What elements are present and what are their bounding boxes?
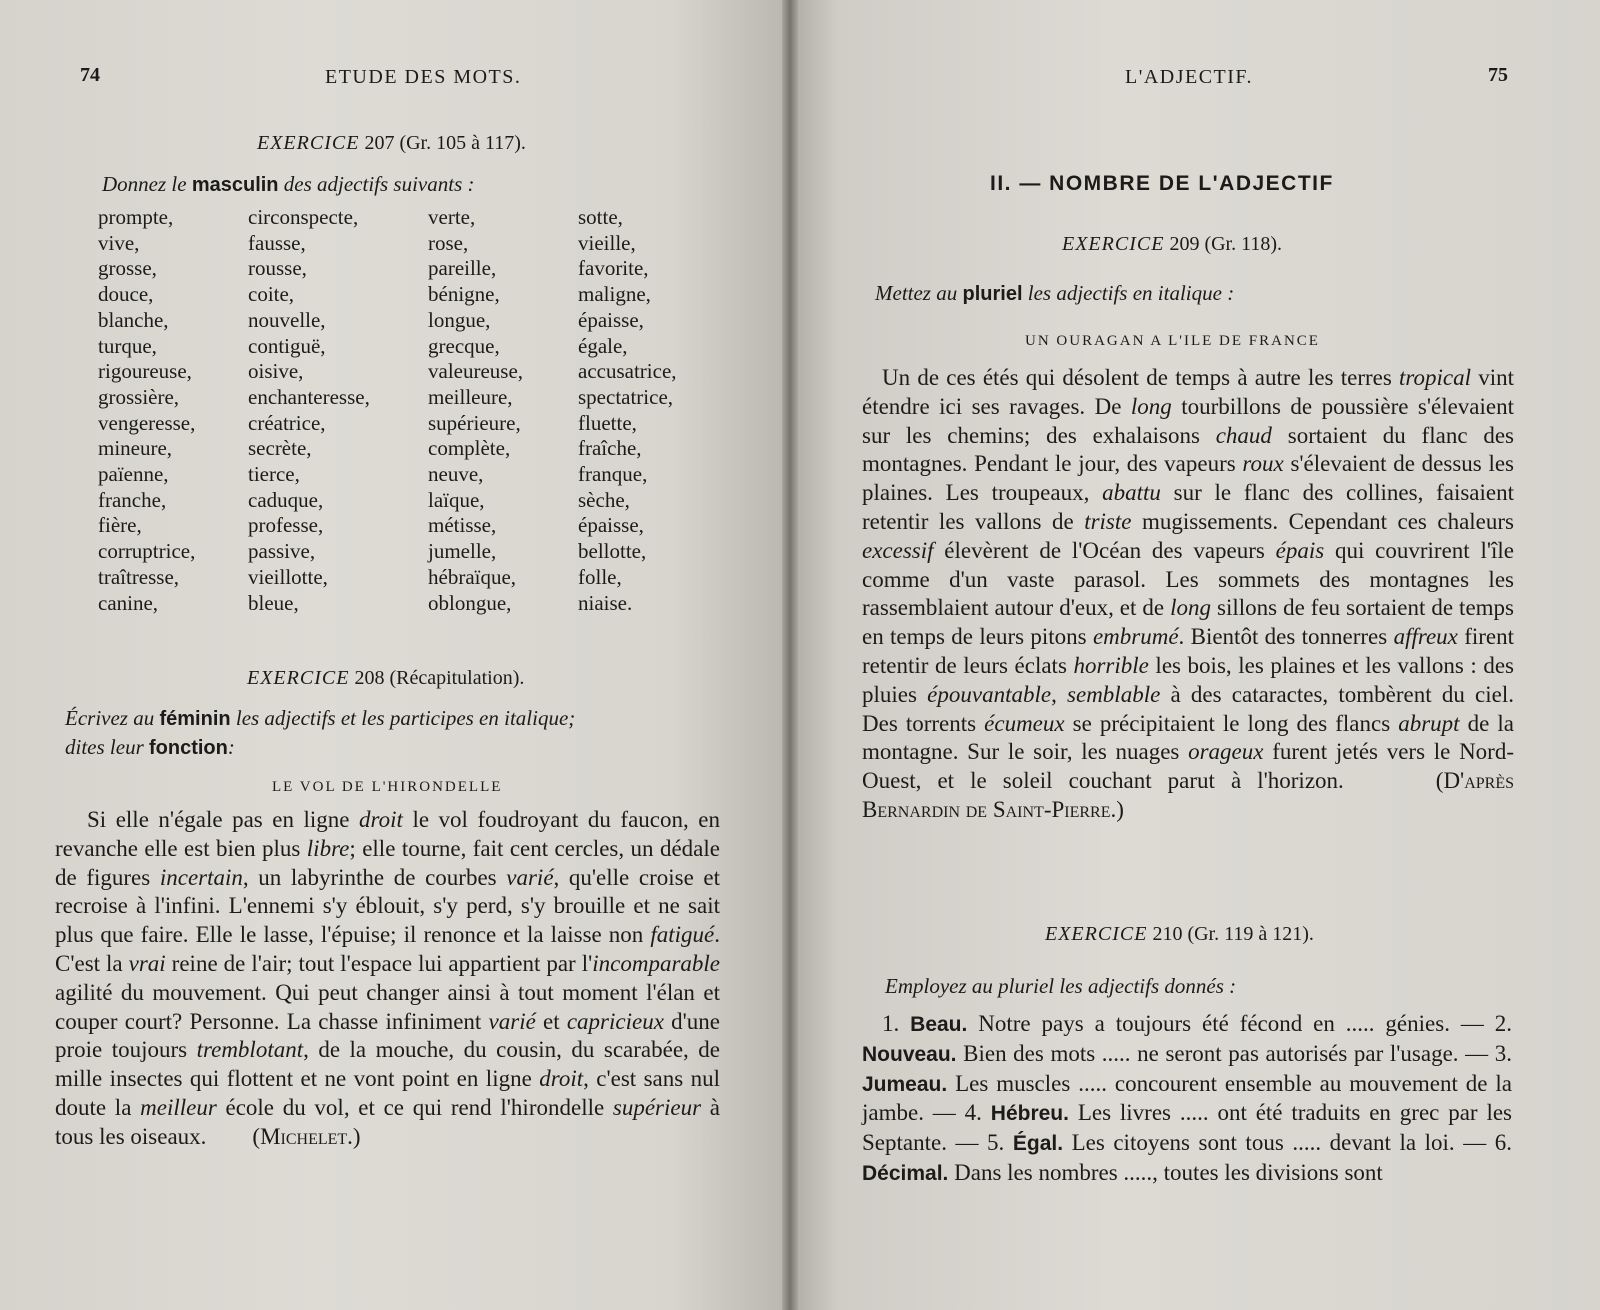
adjective-word: laïque,	[428, 487, 485, 512]
adjective-word: bellotte,	[578, 539, 647, 564]
italic-word: abrupt	[1398, 710, 1460, 736]
adjective-word: turque,	[98, 333, 157, 358]
instruction-keyword: pluriel	[962, 283, 1023, 305]
adjective-word: valeureuse,	[428, 359, 524, 384]
text-span: tourbillons de poussière s'élevaient sur les chemins; des exhalaisons	[862, 393, 1514, 448]
exercise-ref: (Gr. 119 à 121).	[1187, 923, 1314, 945]
adjective-word: mineure,	[98, 436, 173, 461]
text-span: firent retentir de leurs éclats	[862, 624, 1514, 678]
italic-word: abattu	[1102, 480, 1161, 506]
adjective-word: neuve,	[428, 462, 484, 487]
bold-keyword: Beau.	[910, 1013, 968, 1036]
text-span: et	[535, 1008, 567, 1034]
italic-word: droit	[359, 807, 403, 832]
word-column-3	[428, 205, 523, 616]
exercise-208-instruction	[65, 704, 725, 762]
adjective-word: grossière,	[98, 384, 180, 409]
text-span: le vol foudroyant du faucon, en revanche elle est bien plus	[55, 807, 720, 861]
adjective-word: nouvelle,	[248, 307, 326, 332]
text-span: vint étendre ici ses ravages. De	[862, 365, 1514, 419]
adjective-word: vieille,	[578, 230, 636, 255]
italic-word: incomparable	[592, 950, 720, 976]
adjective-word: vive,	[98, 230, 140, 255]
exercise-label: EXERCICE	[247, 667, 350, 689]
italic-word: long	[1130, 393, 1172, 419]
adjective-word: païenne,	[98, 462, 169, 487]
adjective-word: spectatrice,	[578, 384, 674, 409]
adjective-word: passive,	[248, 539, 316, 564]
adjective-word: secrète,	[248, 436, 312, 461]
text-span: Les citoyens sont tous ..... devant la loi. —	[1063, 1130, 1495, 1156]
instruction-text: les adjectifs en italique :	[1027, 281, 1235, 305]
text-span: s'élevaient de dessus les plaines. Les troupeaux,	[862, 451, 1514, 506]
adjective-word: oisive,	[248, 359, 304, 384]
text-span: 3.	[1494, 1040, 1512, 1066]
exercise-label: EXERCICE	[257, 132, 360, 154]
adjective-word: caduque,	[248, 487, 324, 512]
text-span: sur le flanc des collines, faisaient retentir les vallons de	[862, 480, 1514, 534]
italic-word: chaud	[1215, 422, 1272, 448]
italic-word: vrai	[128, 950, 166, 976]
adjective-word: épaisse,	[578, 513, 644, 538]
instruction-text: Écrivez au	[65, 706, 155, 730]
instruction-text: :	[227, 735, 235, 759]
text-span: 2.	[1494, 1011, 1512, 1036]
italic-word: orageux	[1188, 739, 1264, 765]
italic-word: roux	[1242, 451, 1284, 477]
adjective-word: grosse,	[98, 256, 157, 281]
instruction-keyword: fonction	[149, 737, 228, 759]
adjective-word: vengeresse,	[98, 410, 196, 435]
adjective-word: pareille,	[428, 256, 497, 281]
text-span: école du vol, et ce qui rend l'hirondelle	[216, 1094, 613, 1120]
exercise-208-title	[247, 667, 524, 690]
word-column-2	[248, 205, 370, 616]
adjective-word: fraîche,	[578, 436, 642, 461]
text-span: Notre pays a toujours été fécond en ..... génies. —	[967, 1011, 1495, 1036]
exercise-207-instruction	[102, 172, 475, 197]
text-span: ,	[1051, 681, 1068, 707]
text-span: Les muscles ..... concourent ensemble au mouvement de la jambe. —	[862, 1070, 1512, 1126]
text-span: sillons de feu sortaient de temps en temps de leurs pitons	[862, 595, 1515, 650]
adjective-word: rose,	[428, 230, 469, 255]
running-head: ETUDE DES MOTS.	[325, 66, 522, 88]
italic-word: épais	[1275, 537, 1325, 563]
exercise-207-title	[257, 132, 526, 155]
adjective-word: créatrice,	[248, 410, 326, 435]
adjective-word: verte,	[428, 205, 476, 229]
instruction-text: dites leur	[65, 735, 144, 759]
text-span: qui couvrirent l'île comme d'un vaste parasol. Les sommets des montagnes les rassemblaient autour d'eux, et de	[862, 537, 1514, 621]
italic-word: libre	[306, 835, 350, 861]
italic-word: triste	[1084, 508, 1132, 534]
text-span: Un de ces étés qui désolent de temps à autre les terres	[882, 365, 1400, 390]
text-span: se précipitaient le long des flancs	[1064, 710, 1399, 736]
book-gutter	[782, 0, 798, 1310]
italic-word: meilleur	[140, 1094, 217, 1120]
text-span: , de la mouche, du cousin, du scarabée, de mille insectes qui flottent et ne vont point en ligne	[55, 1037, 720, 1092]
adjective-word: franche,	[98, 487, 167, 512]
italic-word: varié	[506, 864, 554, 890]
exercise-209-text	[862, 364, 1514, 825]
text-span: élevèrent de l'Océan des vapeurs	[933, 537, 1276, 563]
exercise-ref: (Gr. 118).	[1204, 233, 1283, 255]
attribution: (Michelet.)	[252, 1123, 361, 1149]
text-span: 4.	[964, 1100, 982, 1126]
exercise-ref: (Gr. 105 à 117).	[399, 132, 526, 154]
text-span: 1.	[882, 1011, 900, 1036]
bold-keyword: Nouveau.	[862, 1042, 957, 1066]
italic-word: tremblotant	[196, 1037, 304, 1063]
instruction-text: les adjectifs et les participes en italique;	[235, 706, 576, 730]
exercise-208-text	[55, 806, 720, 1152]
adjective-word: canine,	[98, 590, 159, 615]
adjective-word: rousse,	[248, 256, 307, 281]
text-span: d'une proie toujours	[55, 1008, 720, 1063]
bold-keyword: Jumeau.	[862, 1072, 948, 1096]
attribution: (D'après Bernardin de Saint-Pierre.)	[862, 768, 1514, 822]
text-span: de la montagne. Sur le soir, les nuages	[862, 710, 1514, 765]
exercise-number: 208	[354, 667, 385, 689]
adjective-word: coite,	[248, 282, 295, 307]
adjective-word: sèche,	[578, 487, 630, 512]
italic-word: supérieur	[612, 1094, 702, 1120]
adjective-word: bleue,	[248, 590, 299, 615]
word-column-4	[578, 205, 677, 616]
text-span: reine de l'air; tout l'espace lui appartient par l'	[165, 950, 593, 976]
italic-word: excessif	[862, 537, 934, 563]
text-span: . Bientôt des tonnerres	[1178, 624, 1394, 650]
italic-word: incertain	[159, 864, 243, 890]
instruction-text: Employez au pluriel les adjectifs donnés :	[885, 974, 1237, 998]
exercise-number: 207	[364, 132, 395, 154]
running-head: L'ADJECTIF.	[1125, 66, 1253, 88]
adjective-word: franque,	[578, 462, 648, 487]
adjective-word: favorite,	[578, 256, 649, 281]
adjective-word: bénigne,	[428, 282, 500, 307]
page-number: 74	[80, 64, 100, 86]
adjective-word: blanche,	[98, 307, 169, 332]
italic-word: embrumé	[1092, 624, 1179, 650]
italic-word: horrible	[1073, 652, 1149, 678]
adjective-word: prompte,	[98, 205, 174, 229]
italic-word: épouvantable	[927, 681, 1052, 707]
text-span: Si elle n'égale pas en ligne	[87, 807, 360, 832]
text-span: , c'est sans nul doute la	[55, 1066, 721, 1120]
text-span: mugissements. Cependant ces chaleurs	[1131, 508, 1514, 534]
exercise-ref: (Récapitulation).	[389, 667, 525, 689]
adjective-word: tierce,	[248, 462, 300, 487]
section-title: II. — NOMBRE DE L'ADJECTIF	[990, 172, 1334, 195]
adjective-word: épaisse,	[578, 307, 644, 332]
exercise-209-title	[1062, 233, 1282, 256]
adjective-word: fluette,	[578, 410, 637, 435]
exercise-209-instruction	[875, 281, 1234, 306]
exercise-210-instruction	[885, 974, 1236, 999]
exercise-label: EXERCICE	[1045, 923, 1148, 945]
adjective-word: grecque,	[428, 333, 500, 358]
italic-word: semblable	[1067, 681, 1161, 707]
text-span: agilité du mouvement. Qui peut changer ainsi à tout moment l'élan et couper court? Personne. La chasse infiniment	[55, 979, 720, 1034]
exercise-number: 210	[1152, 923, 1183, 945]
text-span: 5.	[987, 1130, 1005, 1156]
word-column-1	[98, 205, 195, 616]
adjective-word: accusatrice,	[578, 359, 677, 384]
adjective-word: niaise.	[578, 590, 633, 615]
story-title: LE VOL DE L'HIRONDELLE	[272, 779, 503, 795]
italic-word: fatigué	[650, 922, 715, 948]
adjective-word: douce,	[98, 282, 154, 307]
instruction-keyword: féminin	[159, 708, 231, 730]
adjective-word: contiguë,	[248, 333, 326, 358]
text-span: 6.	[1494, 1130, 1513, 1156]
instruction-text: Mettez au	[875, 281, 958, 305]
right-page	[790, 0, 1600, 1310]
text-span: furent jetés vers le Nord-Ouest, et le soleil couchant parut à l'horizon.	[862, 739, 1514, 794]
italic-word: droit	[539, 1066, 584, 1092]
story-title: UN OURAGAN A L'ILE DE FRANCE	[1025, 333, 1320, 349]
text-span: . C'est la	[55, 922, 720, 976]
exercise-210-title	[1045, 923, 1314, 946]
exercise-number: 209	[1169, 233, 1200, 255]
adjective-word: complète,	[428, 436, 511, 461]
text-span: Les livres ..... ont été traduits en grec par les Septante. —	[862, 1100, 1512, 1156]
text-span: à tous les oiseaux.	[55, 1094, 720, 1149]
instruction-text: des adjectifs suivants :	[283, 172, 475, 196]
bold-keyword: Égal.	[1012, 1132, 1064, 1156]
adjective-word: meilleure,	[428, 384, 513, 409]
instruction-keyword: masculin	[191, 174, 279, 196]
italic-word: écumeux	[984, 710, 1065, 736]
adjective-word: sotte,	[578, 205, 623, 229]
adjective-word: circonspecte,	[248, 205, 359, 229]
adjective-word: traîtresse,	[98, 564, 180, 589]
bold-keyword: Décimal.	[862, 1161, 949, 1185]
exercise-label: EXERCICE	[1062, 233, 1165, 255]
adjective-word: maligne,	[578, 282, 651, 307]
italic-word: capricieux	[566, 1008, 664, 1034]
text-span: , un labyrinthe de courbes	[242, 864, 507, 890]
adjective-word: métisse,	[428, 513, 497, 538]
bold-keyword: Hébreu.	[990, 1102, 1069, 1126]
italic-word: varié	[488, 1008, 536, 1034]
italic-word: affreux	[1393, 624, 1458, 650]
adjective-word: enchanteresse,	[248, 384, 370, 409]
adjective-word: folle,	[578, 564, 622, 589]
adjective-word: supérieure,	[428, 410, 521, 435]
adjective-word: rigoureuse,	[98, 359, 192, 384]
exercise-210-text	[862, 1010, 1512, 1189]
adjective-word: égale,	[578, 333, 628, 358]
adjective-word: jumelle,	[428, 539, 497, 564]
adjective-word: fausse,	[248, 230, 306, 255]
adjective-word: professe,	[248, 513, 324, 538]
text-span: ; elle tourne, fait cent cercles, un dédale de figures	[55, 835, 720, 890]
adjective-word: fière,	[98, 513, 142, 538]
text-span: Dans les nombres ....., toutes les divisions sont	[948, 1159, 1383, 1185]
text-span: , qu'elle croise et recroise à l'infini. L'ennemi s'y éblouit, s'y perd, s'y brouille et ne sait plus que faire. Elle le lasse, l'épuise; il renonce et la laisse non	[55, 864, 721, 948]
text-span: sortaient du flanc des montagnes. Pendant le jour, des vapeurs	[862, 422, 1514, 477]
italic-word: tropical	[1399, 365, 1471, 390]
adjective-word: corruptrice,	[98, 539, 196, 564]
italic-word: long	[1170, 595, 1212, 621]
adjective-word: vieillotte,	[248, 564, 328, 589]
adjective-word: hébraïque,	[428, 564, 517, 589]
adjective-word: longue,	[428, 307, 491, 332]
left-page	[0, 0, 790, 1310]
text-span: les bois, les plaines et les vallons : des pluies	[862, 652, 1514, 707]
adjective-word: oblongue,	[428, 590, 512, 615]
text-span: Bien des mots ..... ne seront pas autorisés par l'usage. —	[956, 1040, 1495, 1066]
page-number: 75	[1488, 64, 1508, 86]
instruction-text: Donnez le	[102, 172, 187, 196]
text-span: à des cataractes, tombèrent du ciel. Des torrents	[862, 681, 1515, 736]
